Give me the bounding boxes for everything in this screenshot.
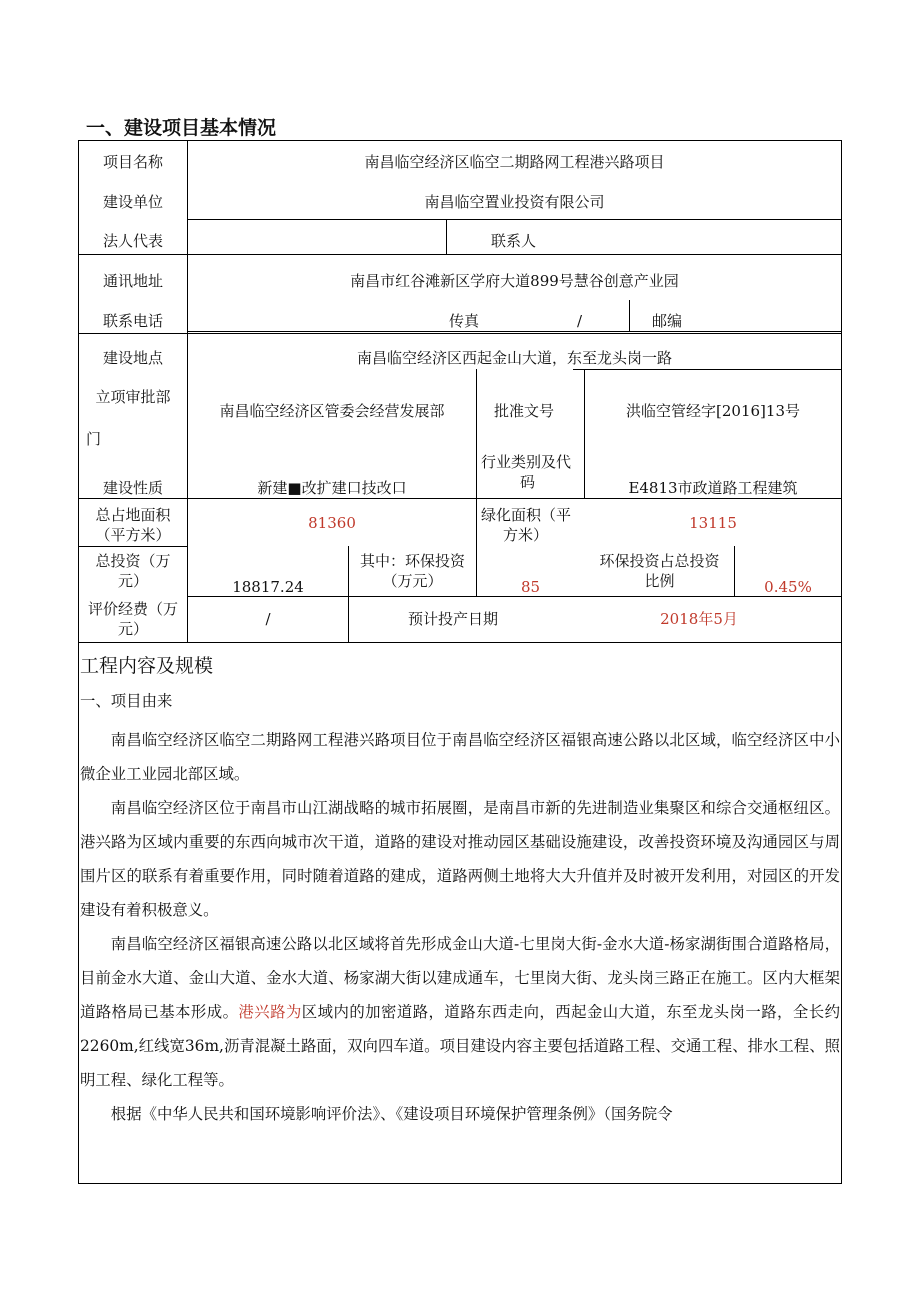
address-label: 通讯地址 — [102, 272, 163, 290]
paragraph-1: 南昌临空经济区临空二期路网工程港兴路项目位于南昌临空经济区福银高速公路以北区域，临空经济区中小微企业工业园北部区域。 — [80, 731, 840, 783]
env-invest-label-2: （万元） — [382, 572, 443, 590]
eval-fee-label-2: 元） — [117, 620, 148, 638]
industry-label-1: 行业类别及代 — [481, 453, 572, 471]
section-title: 一、建设项目基本情况 — [86, 117, 277, 139]
approval-no-label: 批准文号 — [494, 402, 555, 420]
section2-title: 工程内容及规模 — [80, 655, 214, 677]
paragraph-4: 根据《中华人民共和国环境影响评价法》、《建设项目环境保护管理条例》（国务院令 — [110, 1105, 673, 1123]
env-ratio-label-1: 环保投资占总投资 — [599, 552, 720, 570]
builder-value: 南昌临空置业投资有限公司 — [424, 193, 605, 211]
nature-value: 新建■改扩建口技改口 — [257, 479, 407, 497]
paragraph-3-part-a: 南昌临空经济区福银高速公路以北区域将首先形成金山大道-七里岗大街-金水大道-杨家湖街围合道路格局，目前金水大道、金山大道、金水大道、杨家湖大街以建成通车，七里岗大街、龙头岗三路正在施工。区内大框架道路格局已基本形成。 — [80, 935, 840, 1021]
industry-value: E4813市政道路工程建筑 — [628, 479, 798, 497]
production-date-label: 预计投产日期 — [407, 610, 498, 628]
area-label-2: （平方米） — [95, 526, 171, 544]
builder-label: 建设单位 — [102, 193, 163, 211]
green-label-1: 绿化面积（平 — [481, 506, 572, 524]
contact-label: 联系人 — [491, 232, 537, 250]
paragraph-3 — [80, 927, 840, 1097]
fax-label: 传真 — [449, 312, 480, 330]
fax-value: / — [577, 312, 583, 330]
env-invest-label-1: 其中：环保投资 — [359, 552, 465, 570]
approval-dept-label-1: 立项审批部 — [95, 388, 171, 406]
env-ratio-value: 0.45% — [764, 578, 812, 596]
address-value: 南昌市红谷滩新区学府大道899号慧谷创意产业园 — [350, 272, 679, 290]
approval-dept-label-2: 门 — [86, 430, 102, 448]
body-text — [80, 723, 840, 1131]
nature-label: 建设性质 — [102, 479, 163, 497]
area-label-1: 总占地面积 — [95, 506, 171, 524]
legal-rep-label: 法人代表 — [102, 232, 163, 250]
eval-fee-label-1: 评价经费（万 — [87, 600, 178, 618]
project-name-label: 项目名称 — [102, 153, 163, 171]
env-invest-value: 85 — [520, 578, 541, 596]
approval-no-value: 洪临空管经字[2016]13号 — [626, 402, 800, 420]
green-value: 13115 — [689, 514, 737, 532]
area-value: 81360 — [308, 514, 356, 532]
sub-title: 一、项目由来 — [80, 692, 173, 710]
approval-dept-value: 南昌临空经济区管委会经营发展部 — [219, 402, 445, 420]
phone-label: 联系电话 — [102, 312, 163, 330]
green-label-2: 方米） — [503, 526, 549, 544]
paragraph-3-part-b: 区域内的加密道路，道路东西走向，西起金山大道，东至龙头岗一路，全长约2260m,红线宽36m,沥青混凝土路面，双向四车道。项目建设内容主要包括道路工程、交通工程、排水工程、照明工程、绿化工程等。 — [80, 1003, 840, 1089]
invest-label-1: 总投资（万 — [95, 552, 171, 570]
industry-label-2: 码 — [520, 473, 536, 491]
invest-value: 18817.24 — [232, 578, 304, 596]
invest-label-2: 元） — [117, 572, 148, 590]
location-label: 建设地点 — [102, 349, 163, 367]
eval-fee-value: / — [265, 610, 271, 628]
location-value: 南昌临空经济区西起金山大道，东至龙头岗一路 — [356, 349, 672, 367]
paragraph-2: 南昌临空经济区位于南昌市山江湖战略的城市拓展圈，是南昌市新的先进制造业集聚区和综合交通枢纽区。港兴路为区域内重要的东西向城市次干道，道路的建设对推动园区基础设施建设，改善投资环境及沟通园区与周围片区的联系有着重要作用，同时随着道路的建成，道路两侧土地将大大升值并及时被开发利用，对园区的开发建设有着积极意义。 — [80, 799, 840, 919]
production-date-value: 2018年5月 — [660, 610, 738, 628]
env-ratio-label-2: 比例 — [644, 572, 675, 590]
paragraph-3-highlight: 港兴路为 — [238, 1003, 302, 1021]
postcode-label: 邮编 — [652, 312, 683, 330]
project-name-value: 南昌临空经济区临空二期路网工程港兴路项目 — [364, 153, 665, 171]
